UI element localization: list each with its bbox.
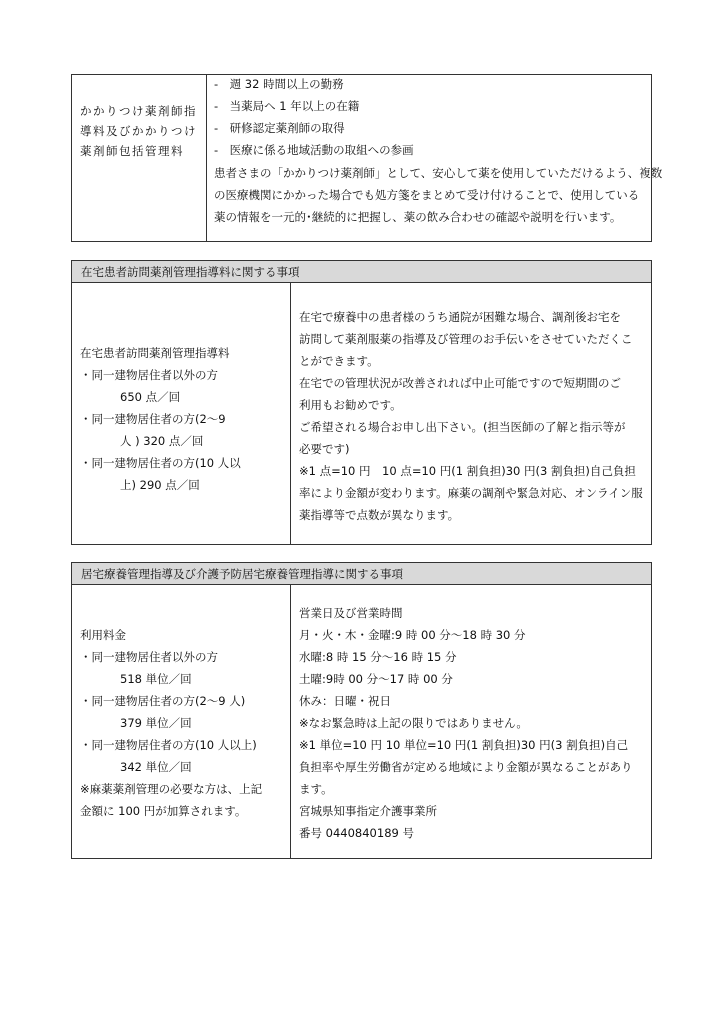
fee-line: ・同一建物居住者の方(2～9	[80, 412, 226, 426]
requirement-item: - 当薬局へ 1 年以上の在籍	[214, 99, 360, 113]
section-title: 在宅患者訪問薬剤管理指導料に関する事項	[72, 261, 651, 283]
column-divider	[206, 75, 207, 241]
fee-line: ・同一建物居住者の方(2～9 人)	[80, 694, 246, 708]
hours-line: 水曜:8 時 15 分～16 時 15 分	[299, 650, 457, 664]
fee-line: ・同一建物居住者以外の方	[80, 368, 218, 382]
description-line: ご希望される場合お申し出下さい。(担当医師の了解と指示等が	[299, 420, 626, 434]
description-line: ※1 点=10 円 10 点=10 円(1 割負担)30 円(3 割負担)自己負担	[299, 464, 636, 478]
label-line: かかりつけ薬剤師指	[80, 104, 197, 118]
fee-line: ・同一建物居住者の方(10 人以	[80, 456, 241, 470]
description-line: とができます。	[299, 354, 379, 368]
requirement-item: - 研修認定薬剤師の取得	[214, 121, 345, 135]
fee-line: 金額に 100 円が加算されます。	[80, 804, 247, 818]
hours-line: ます。	[299, 782, 333, 796]
hours-line: 休み：日曜・祝日	[299, 694, 391, 708]
fee-line: 利用料金	[80, 628, 126, 642]
description-line: 必要です)	[299, 442, 350, 456]
fee-line: 518 単位／回	[120, 672, 192, 686]
home-visit-body	[72, 283, 651, 544]
hours-line: 宮城県知事指定介護事業所	[299, 804, 437, 818]
hours-line: 月・火・木・金曜:9 時 00 分～18 時 30 分	[299, 628, 526, 642]
fee-line: 上) 290 点／回	[120, 478, 200, 492]
requirement-item: - 医療に係る地域活動の取組への参画	[214, 143, 414, 157]
description-line: 薬の情報を一元的･継続的に把握し、薬の飲み合わせの確認や説明を行います。	[214, 210, 622, 224]
fee-line: 342 単位／回	[120, 760, 192, 774]
hours-line: ※1 単位=10 円 10 単位=10 円(1 割負担)30 円(3 割負担)自己	[299, 738, 629, 752]
fee-line: ※麻薬薬剤管理の必要な方は、上記	[80, 782, 263, 796]
hours-line: 営業日及び営業時間	[299, 606, 403, 620]
label-line: 薬剤師包括管理料	[80, 144, 184, 158]
description-line: 在宅で療養中の患者様のうち通院が困難な場合、調剤後お宅を	[299, 310, 621, 324]
description-line: 薬指導等で点数が異なります。	[299, 508, 460, 522]
description-line: 利用もお勧めです。	[299, 398, 402, 412]
home-care-table	[71, 562, 652, 859]
hours-line: 番号 0440840189 号	[299, 826, 414, 840]
section-title: 居宅療養管理指導及び介護予防居宅療養管理指導に関する事項	[72, 563, 651, 585]
fee-line: 650 点／回	[120, 390, 181, 404]
column-divider	[290, 283, 291, 544]
pharmacist-fee-table	[71, 74, 663, 242]
fee-line: 人 ) 320 点／回	[120, 434, 204, 448]
home-care-body	[72, 585, 651, 858]
fee-line: 在宅患者訪問薬剤管理指導料	[80, 346, 230, 360]
description-line: 訪問して薬剤服薬の指導及び管理のお手伝いをさせていただくこ	[299, 332, 633, 346]
requirement-item: - 週 32 時間以上の勤務	[214, 77, 344, 91]
column-divider	[290, 585, 291, 858]
home-visit-table	[71, 260, 652, 545]
description-line: の医療機関にかかった場合でも処方箋をまとめて受け付けることで、使用している	[214, 188, 640, 202]
description-line: 患者さまの「かかりつけ薬剤師」として、安心して薬を使用していただけるよう、複数	[214, 166, 663, 180]
fee-line: 379 単位／回	[120, 716, 192, 730]
hours-line: ※なお緊急時は上記の限りではありません。	[299, 716, 528, 730]
hours-line: 負担率や厚生労働省が定める地域により金額が異なることがあり	[299, 760, 633, 774]
hours-line: 土曜:9時 00 分～17 時 00 分	[299, 672, 453, 686]
description-line: 在宅での管理状況が改善されれば中止可能ですので短期間のご	[299, 376, 621, 390]
description-line: 率により金額が変わります。麻薬の調剤や緊急対応、オンライン服	[299, 486, 643, 500]
label-line: 導料及びかかりつけ	[80, 124, 197, 138]
fee-line: ・同一建物居住者の方(10 人以上)	[80, 738, 257, 752]
fee-line: ・同一建物居住者以外の方	[80, 650, 218, 664]
